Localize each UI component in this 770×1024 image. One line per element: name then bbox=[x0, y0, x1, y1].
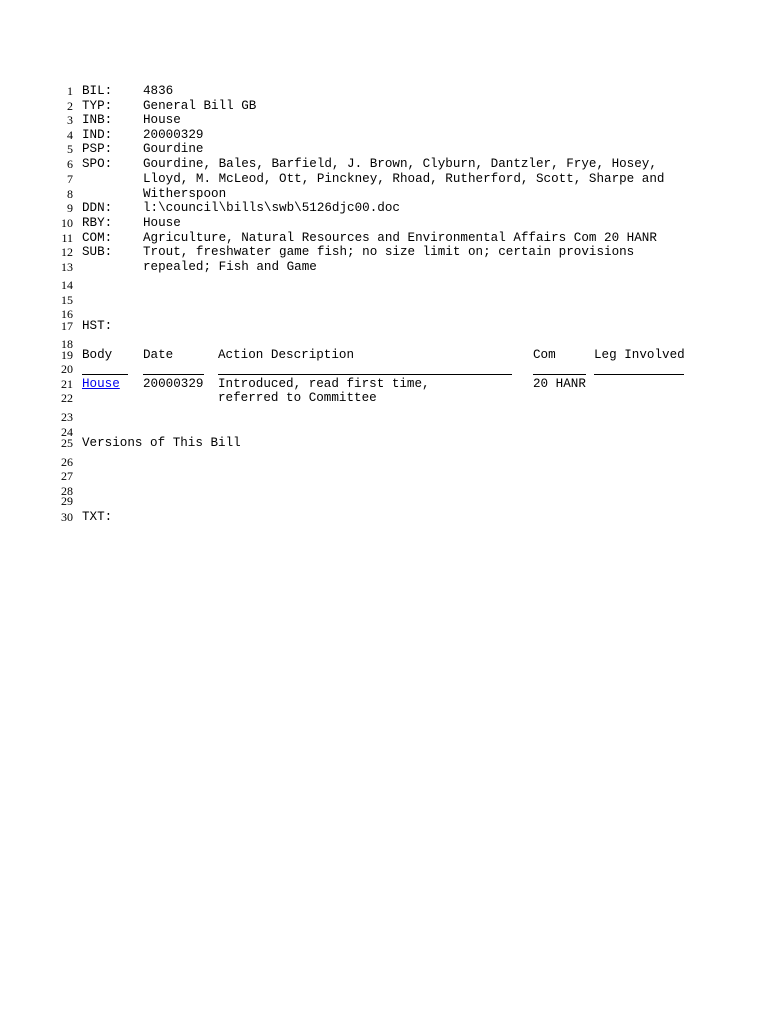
line-number: 8 bbox=[67, 187, 73, 201]
line-number: 16 bbox=[61, 307, 73, 321]
line-number: 29 bbox=[61, 494, 73, 508]
line-number: 27 bbox=[61, 469, 73, 483]
line-number: 15 bbox=[61, 293, 73, 307]
history-action-line: referred to Committee bbox=[218, 391, 377, 405]
field-label-sub: SUB: bbox=[82, 245, 113, 259]
field-value-com: Agriculture, Natural Resources and Environmental Affairs Com 20 HANR bbox=[143, 231, 657, 245]
line-number: 22 bbox=[61, 391, 73, 405]
history-date: 20000329 bbox=[143, 377, 204, 391]
field-value-spo-line: Witherspoon bbox=[143, 187, 227, 201]
history-header-leg: Leg Involved bbox=[594, 348, 685, 362]
field-label-spo: SPO: bbox=[82, 157, 113, 171]
field-label-psp: PSP: bbox=[82, 142, 113, 156]
line-number: 3 bbox=[67, 113, 73, 127]
field-value-ind: 20000329 bbox=[143, 128, 204, 142]
header-underline bbox=[533, 374, 586, 375]
line-number: 25 bbox=[61, 436, 73, 450]
txt-label: TXT: bbox=[82, 510, 113, 524]
header-underline bbox=[218, 374, 512, 375]
header-underline bbox=[143, 374, 204, 375]
line-number: 4 bbox=[67, 128, 73, 142]
line-number: 2 bbox=[67, 99, 73, 113]
field-value-spo-line: Gourdine, Bales, Barfield, J. Brown, Clyburn, Dantzler, Frye, Hosey, bbox=[143, 157, 657, 171]
line-number: 21 bbox=[61, 377, 73, 391]
field-label-ddn: DDN: bbox=[82, 201, 113, 215]
history-header-com: Com bbox=[533, 348, 556, 362]
field-label-inb: INB: bbox=[82, 113, 113, 127]
field-label-typ: TYP: bbox=[82, 99, 113, 113]
line-number: 28 bbox=[61, 484, 73, 498]
line-number: 19 bbox=[61, 348, 73, 362]
history-body-link[interactable]: House bbox=[82, 377, 120, 391]
field-value-psp: Gourdine bbox=[143, 142, 204, 156]
line-number: 18 bbox=[61, 337, 73, 351]
history-header-date: Date bbox=[143, 348, 174, 362]
line-number: 30 bbox=[61, 510, 73, 524]
field-value-bil: 4836 bbox=[143, 84, 174, 98]
line-number: 6 bbox=[67, 157, 73, 171]
history-label: HST: bbox=[82, 319, 113, 333]
field-value-sub-line: repealed; Fish and Game bbox=[143, 260, 317, 274]
versions-heading: Versions of This Bill bbox=[82, 436, 241, 450]
field-value-typ: General Bill GB bbox=[143, 99, 257, 113]
field-label-rby: RBY: bbox=[82, 216, 113, 230]
field-value-rby: House bbox=[143, 216, 181, 230]
line-number: 17 bbox=[61, 319, 73, 333]
line-number: 26 bbox=[61, 455, 73, 469]
field-value-ddn: l:\council\bills\swb\5126djc00.doc bbox=[143, 201, 400, 215]
line-number: 1 bbox=[67, 84, 73, 98]
line-number: 12 bbox=[61, 245, 73, 259]
line-number: 23 bbox=[61, 410, 73, 424]
history-action-line: Introduced, read first time, bbox=[218, 377, 430, 391]
history-header-action: Action Description bbox=[218, 348, 355, 362]
history-com: 20 HANR bbox=[533, 377, 586, 391]
header-underline bbox=[82, 374, 128, 375]
line-number: 13 bbox=[61, 260, 73, 274]
line-number: 9 bbox=[67, 201, 73, 215]
header-underline bbox=[594, 374, 684, 375]
line-number: 10 bbox=[61, 216, 73, 230]
line-number: 5 bbox=[67, 142, 73, 156]
field-label-bil: BIL: bbox=[82, 84, 113, 98]
line-number: 24 bbox=[61, 425, 73, 439]
line-number: 7 bbox=[67, 172, 73, 186]
line-number: 14 bbox=[61, 278, 73, 292]
field-value-spo-line: Lloyd, M. McLeod, Ott, Pinckney, Rhoad, Rutherford, Scott, Sharpe and bbox=[143, 172, 665, 186]
field-value-sub-line: Trout, freshwater game fish; no size limit on; certain provisions bbox=[143, 245, 635, 259]
line-number: 11 bbox=[61, 231, 73, 245]
field-value-inb: House bbox=[143, 113, 181, 127]
history-header-body: Body bbox=[82, 348, 113, 362]
field-label-com: COM: bbox=[82, 231, 113, 245]
field-label-ind: IND: bbox=[82, 128, 113, 142]
line-number: 20 bbox=[61, 362, 73, 376]
